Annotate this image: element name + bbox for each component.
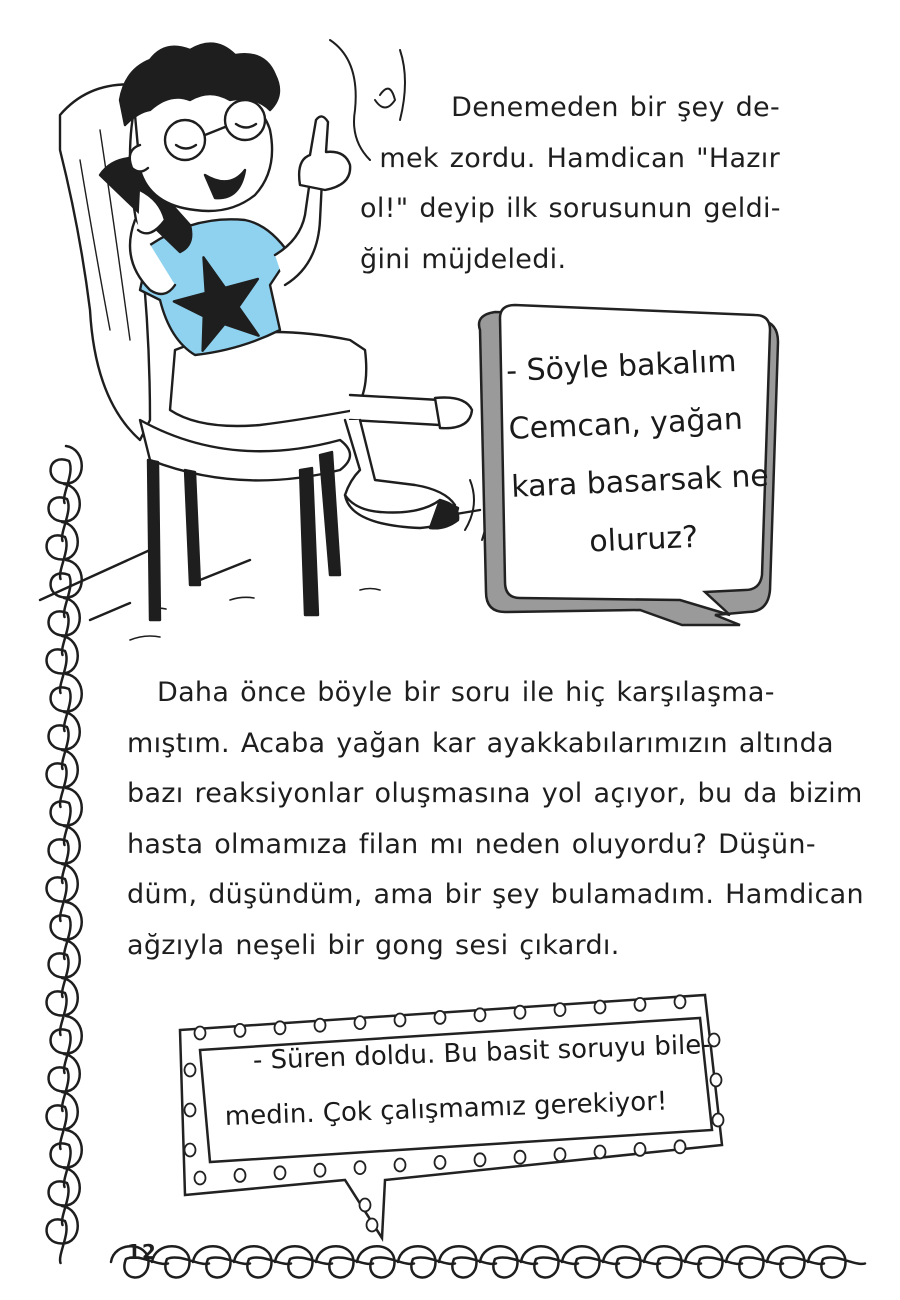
polka-dot	[475, 1153, 486, 1166]
polka-dot	[675, 1140, 686, 1153]
phone-bubble-text	[505, 332, 775, 575]
polka-dot	[555, 1148, 566, 1161]
polka-dot	[355, 1161, 366, 1174]
text-line: ağzıyla neşeli bir gong sesi çıkardı.	[127, 929, 620, 961]
text-line: hasta olmamıza filan mı neden oluyordu? Düşün-	[127, 828, 816, 860]
note-bubble-text	[222, 1018, 716, 1145]
polka-dot	[367, 1219, 378, 1232]
polka-dot	[435, 1011, 446, 1024]
text-line: mek zordu. Hamdican "Hazır	[379, 142, 780, 174]
narration-top	[360, 83, 780, 285]
polka-dot	[275, 1166, 286, 1179]
text-line: düm, düşündüm, ama bir şey bulamadım. Hamdican	[127, 879, 864, 910]
page-number: 12	[127, 1240, 157, 1264]
polka-dot	[595, 1001, 606, 1014]
text-line: Denemeden bir şey de-	[451, 92, 780, 123]
bubble-line: medin. Çok çalışmamız gerekiyor!	[224, 1086, 668, 1132]
bubble-line: kara basarsak ne	[510, 458, 770, 505]
polka-dot	[185, 1144, 196, 1157]
text-line: mıştım. Acaba yağan kar ayakkabılarımızın altında	[127, 727, 834, 759]
bubble-line: - Süren doldu. Bu basit soruyu bile-	[252, 1029, 712, 1076]
polka-dot	[395, 1159, 406, 1172]
polka-dot	[315, 1019, 326, 1032]
text-line: bazı reaksiyonlar oluşmasına yol açıyor, bu da bizim	[127, 778, 863, 809]
polka-dot	[635, 998, 646, 1011]
polka-dot	[195, 1027, 206, 1040]
polka-dot	[435, 1156, 446, 1169]
polka-dot	[185, 1104, 196, 1117]
polka-dot	[515, 1151, 526, 1164]
polka-dot	[355, 1016, 366, 1029]
polka-dot	[595, 1146, 606, 1159]
bubble-line: Cemcan, yağan	[508, 401, 744, 447]
bubble-line: oluruz?	[588, 519, 699, 560]
text-line: ol!" deyip ilk sorusunun geldi-	[360, 193, 781, 224]
polka-dot	[395, 1014, 406, 1027]
polka-dot	[195, 1172, 206, 1185]
polka-dot	[360, 1199, 371, 1212]
text-line: Daha önce böyle bir soru ile hiç karşılaşma-	[157, 677, 775, 708]
polka-dot	[675, 995, 686, 1008]
narration-body	[127, 668, 864, 971]
polka-dot	[635, 1143, 646, 1156]
polka-dot	[315, 1164, 326, 1177]
polka-dot	[555, 1003, 566, 1016]
bubble-line: - Söyle bakalım	[505, 343, 738, 389]
polka-dot	[515, 1006, 526, 1019]
polka-dot	[185, 1064, 196, 1077]
polka-dot	[475, 1008, 486, 1021]
text-line: ğini müjdeledi.	[360, 243, 567, 275]
polka-dot	[235, 1169, 246, 1182]
